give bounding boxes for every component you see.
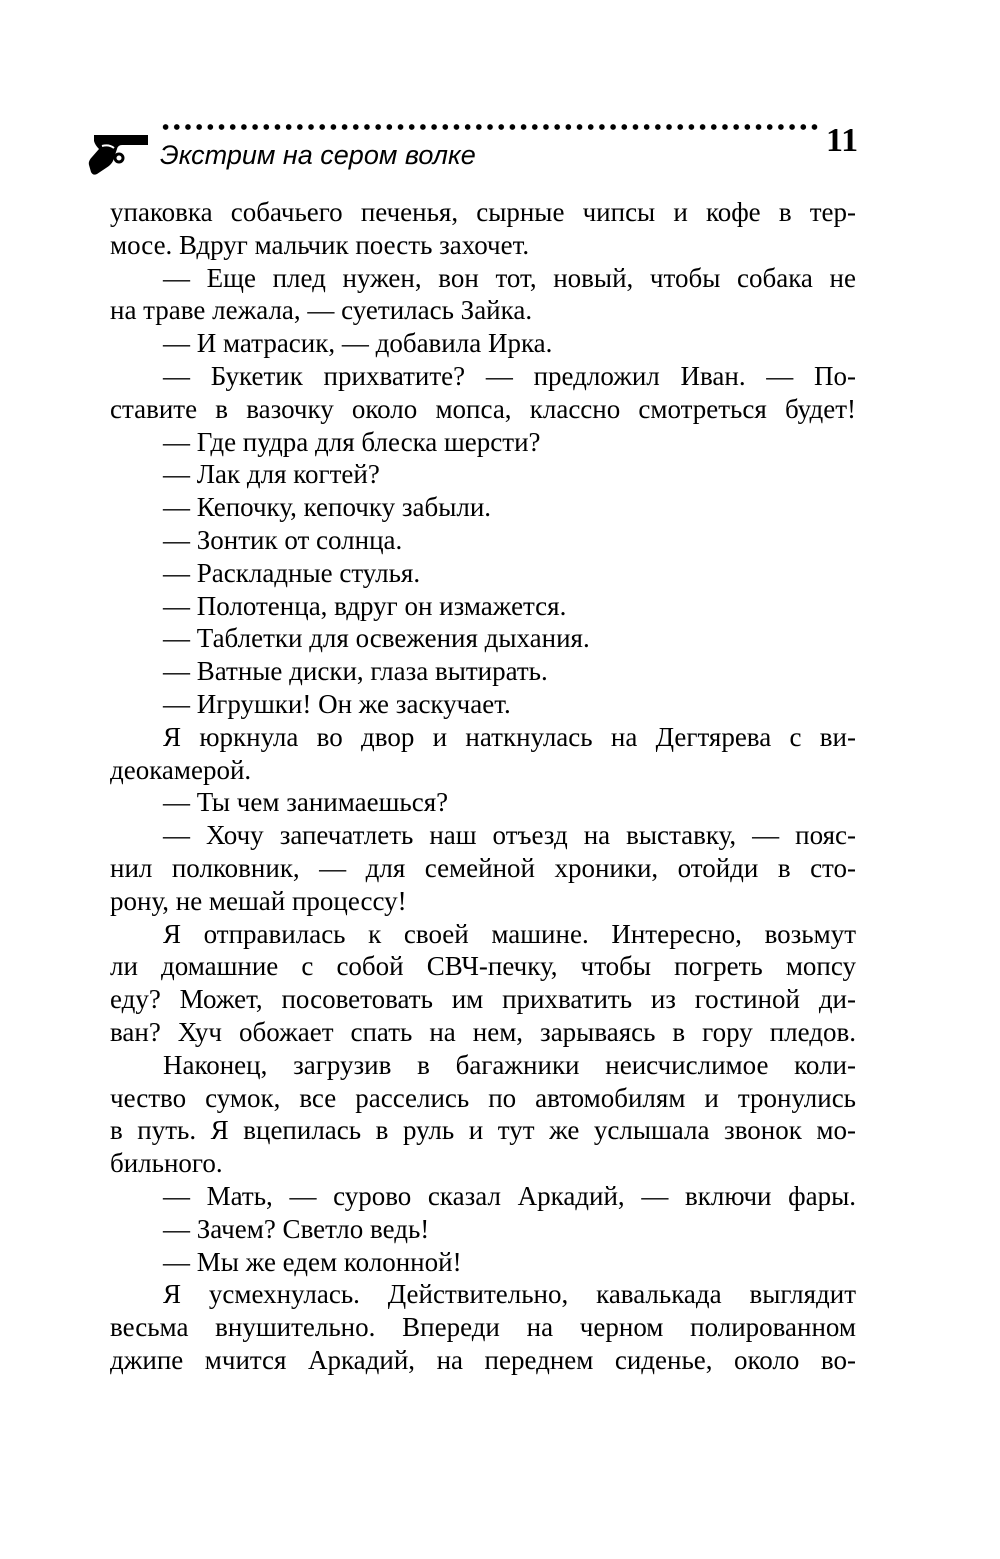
text-line: — Еще плед нужен, вон тот, новый, чтобы собака не	[163, 262, 856, 293]
text-line: чество сумок, все расселись по автомобилям и тронулись	[110, 1082, 856, 1113]
text-line: — Букетик прихватите? — предложил Иван. — По-	[163, 360, 856, 391]
text-line: джипе мчится Аркадий, на переднем сиденье, около во-	[110, 1344, 856, 1375]
text-line: — Где пудра для блеска шерсти?	[163, 426, 541, 457]
text-line: Я отправилась к своей машине. Интересно, возьмут	[163, 918, 856, 949]
revolver-icon	[88, 132, 150, 176]
text-line: — Ватные диски, глаза вытирать.	[163, 656, 548, 687]
text-line: — Зачем? Светло ведь!	[163, 1213, 430, 1244]
text-line: — Кепочку, кепочку забыли.	[163, 492, 492, 523]
text-line: в путь. Я вцепилась в руль и тут же услышала звонок мо-	[110, 1115, 856, 1146]
text-line: еду? Может, посоветовать им прихватить из гостиной ди-	[110, 984, 856, 1015]
text-line: — И матрасик, — добавила Ирка.	[163, 328, 553, 359]
text-line: рону, не мешай процессу!	[110, 885, 407, 916]
text-line: ставите в вазочку около мопса, классно смотреться будет!	[110, 393, 856, 424]
text-line: — Полотенца, вдруг он измажется.	[163, 590, 567, 621]
body-text	[110, 196, 856, 1377]
text-line: мосе. Вдруг мальчик поесть захочет.	[110, 229, 530, 260]
text-line: Я юркнула во двор и наткнулась на Дегтярева с ви-	[163, 721, 856, 752]
text-line: — Мы же едем колонной!	[163, 1246, 462, 1277]
text-line: Я усмехнулась. Действительно, кавалькада выглядит	[163, 1279, 856, 1310]
text-line: ли домашние с собой СВЧ-печку, чтобы погреть мопсу	[110, 951, 856, 982]
book-title: Экстрим на сером волке	[160, 140, 476, 170]
text-line: — Ты чем занимаешься?	[163, 787, 449, 818]
text-line: на траве лежала, — суетилась Зайка.	[110, 295, 533, 326]
text-line: Наконец, загрузив в багажники неисчислимое коли-	[163, 1049, 856, 1080]
text-line: нил полковник, — для семейной хроники, отойди в сто-	[110, 852, 856, 883]
text-line: — Мать, — сурово сказал Аркадий, — включи фары.	[163, 1180, 856, 1211]
dotted-rule	[160, 120, 822, 134]
text-line: — Лак для когтей?	[163, 459, 380, 490]
text-line: — Раскладные стулья.	[163, 557, 421, 588]
text-line: — Таблетки для освежения дыхания.	[163, 623, 590, 654]
text-line: — Игрушки! Он же заскучает.	[163, 688, 511, 719]
page-number: 11	[826, 122, 859, 159]
text-line: упаковка собачьего печенья, сырные чипсы и кофе в тер-	[110, 197, 856, 227]
text-line: — Зонтик от солнца.	[163, 524, 403, 555]
text-line: — Хочу запечатлеть наш отъезд на выставку, — пояс-	[163, 820, 856, 851]
text-line: бильного.	[110, 1148, 223, 1179]
text-line: деокамерой.	[110, 754, 252, 785]
text-line: весьма внушительно. Впереди на черном полированном	[110, 1312, 856, 1343]
text-line: ван? Хуч обожает спать на нем, зарываясь в гору пледов.	[110, 1016, 856, 1047]
running-header	[86, 118, 866, 178]
